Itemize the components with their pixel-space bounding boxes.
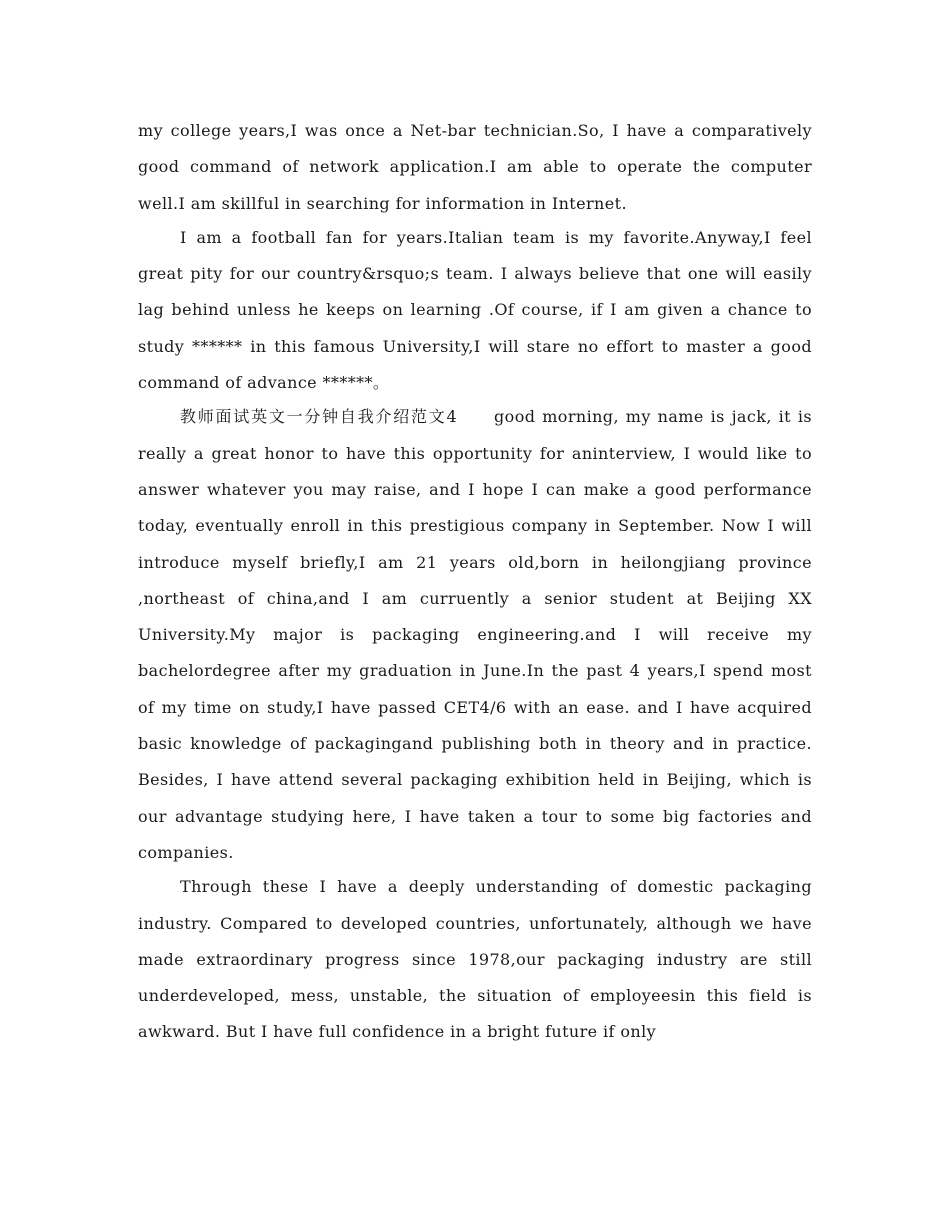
paragraph-4: Through these I have a deeply understanding of domestic packaging industry. Compared to developed countries, unfortunately, although we have made extraordinary progress since 1978,our packaging industry are still underdeveloped, mess, unstable, the situation of employeesin this field is awkward. But I have full confidence in a bright future if only — [138, 877, 812, 1042]
paragraph-1: my college years,I was once a Net-bar technician.So, I have a comparatively good command of network application.I am able to operate the computer well.I am skillful in searching for information in Internet. — [138, 121, 812, 213]
document-body — [138, 113, 812, 1049]
paragraph-2: I am a football fan for years.Italian team is my favorite.Anyway,I feel great pity for our country&rsquo;s team. I always believe that one will easily lag behind unless he keeps on learning .Of course, if I am given a chance to study ****** in this famous University,I will stare no effort to master a good command of advance ******。 — [138, 227, 812, 393]
paragraph-3: 教师面试英文一分钟自我介绍范文4 good morning, my name is jack, it is really a great honor to have this opportunity for aninterview, I would like to answer whatever you may raise, and I hope I can make a good performance today, eventually enroll in this prestigious company in September. Now I will introduce myself briefly,I am 21 years old,born in heilongjiang province ,northeast of china,and I am curruently a senior student at Beijing XX University.My major is packaging engineering.and I will receive my bachelordegree after my graduation in June.In the past 4 years,I spend most of my time on study,I have passed CET4/6 with an ease. and I have acquired basic knowledge of packagingand publishing both in theory and in practice. Besides, I have attend several packaging exhibition held in Beijing, which is our advantage studying here, I have taken a tour to some big factories and companies. — [138, 407, 812, 862]
